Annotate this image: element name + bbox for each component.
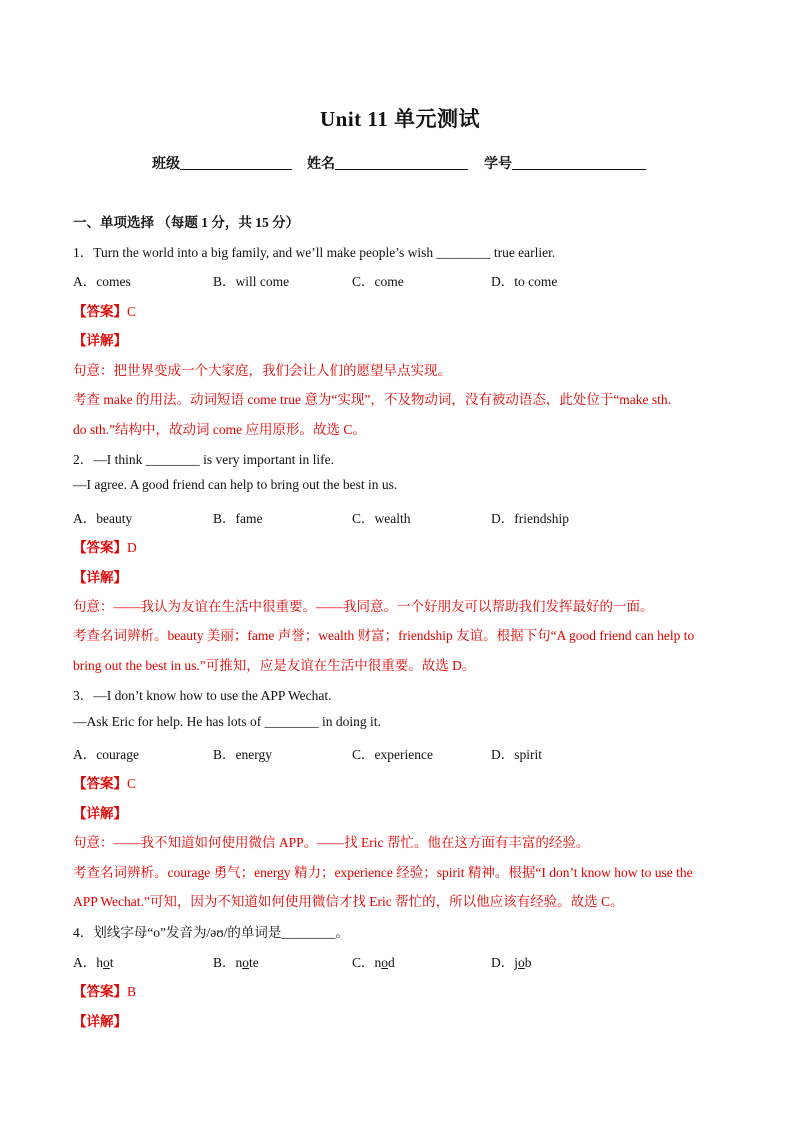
id-label: 学号	[484, 157, 512, 172]
class-blank	[180, 155, 292, 170]
name-label: 姓名	[307, 157, 335, 172]
q3-option-a: A．courage	[73, 747, 139, 762]
q2-analysis-line-1: 考查名词辨析。beauty 美丽；fame 声誉；wealth 财富；friendship 友谊。根据下句“A good friend can help to	[73, 628, 695, 643]
q4-answer: 【答案】B	[73, 984, 137, 999]
name-field	[307, 153, 468, 173]
q3-option-d: D．spirit	[491, 747, 543, 762]
question-3-stem-2: —Ask Eric for help. He has lots of ________ in doing it.	[73, 714, 381, 729]
q2-analysis-line-2: bring out the best in us.”可推知，应是友谊在生活中很重要。故选 D。	[73, 658, 476, 673]
q3-answer: 【答案】C	[73, 776, 137, 791]
page-title: Unit 11 单元测试	[319, 107, 480, 131]
q2-option-b: B．fame	[213, 511, 263, 526]
q3-meaning: 句意：——我不知道如何使用微信 APP。——找 Eric 帮忙。他在这方面有丰富的经验。	[73, 835, 590, 850]
q3-detail-label: 【详解】	[73, 806, 127, 821]
q2-detail-label: 【详解】	[73, 570, 127, 585]
q1-option-c: C．come	[352, 274, 404, 289]
q2-meaning: 句意：——我认为友谊在生活中很重要。——我同意。一个好朋友可以帮助我们发挥最好的一面。	[73, 599, 654, 614]
id-blank	[512, 155, 646, 170]
q1-meaning: 句意：把世界变成一个大家庭，我们会让人们的愿望早点实现。	[73, 363, 451, 378]
q1-analysis-line-2: do sth.”结构中，故动词 come 应用原形。故选 C。	[73, 422, 366, 437]
q1-option-b: B．will come	[213, 274, 290, 289]
q4-option-a: A．hot	[73, 955, 114, 970]
question-3-stem-1: 3．—I don’t know how to use the APP Wechat.	[73, 688, 332, 703]
q1-detail-label: 【详解】	[73, 333, 127, 348]
q1-option-d: D．to come	[491, 274, 558, 289]
q2-option-a: A．beauty	[73, 511, 133, 526]
question-2-stem-2: —I agree. A good friend can help to bring out the best in us.	[73, 477, 398, 492]
question-4-stem: 4．划线字母“o”发音为/əʊ/的单词是________。	[73, 925, 349, 940]
q2-option-d: D．friendship	[491, 511, 569, 526]
q2-answer: 【答案】D	[73, 540, 137, 555]
class-field	[152, 153, 292, 173]
q3-analysis-line-2: APP Wechat.”可知，因为不知道如何使用微信才找 Eric 帮忙的，所以他应该有经验。故选 C。	[73, 894, 624, 909]
q4-detail-label: 【详解】	[73, 1014, 127, 1029]
name-blank	[335, 155, 468, 170]
id-field	[484, 153, 646, 173]
q3-option-b: B．energy	[213, 747, 272, 762]
q4-option-c: C．nod	[352, 955, 395, 970]
q3-option-c: C．experience	[352, 747, 433, 762]
question-2-stem-1: 2．—I think ________ is very important in life.	[73, 452, 334, 467]
q1-option-a: A．comes	[73, 274, 131, 289]
q4-option-b: B．note	[213, 955, 259, 970]
q4-option-d: D．job	[491, 955, 532, 970]
question-1-stem: 1．Turn the world into a big family, and we’ll make people’s wish ________ true earlier.	[73, 245, 556, 260]
q1-answer: 【答案】C	[73, 304, 137, 319]
q2-option-c: C．wealth	[352, 511, 411, 526]
section-heading: 一、单项选择 （每题 1 分，共 15 分）	[73, 215, 300, 230]
q3-analysis-line-1: 考查名词辨析。courage 勇气；energy 精力；experience 经验；spirit 精神。根据“I don’t know how to use the	[73, 865, 693, 880]
class-label: 班级	[152, 157, 180, 172]
q1-analysis-line-1: 考查 make 的用法。动词短语 come true 意为“实现”，不及物动词，没有被动语态，此处位于“make sth.	[73, 392, 672, 407]
